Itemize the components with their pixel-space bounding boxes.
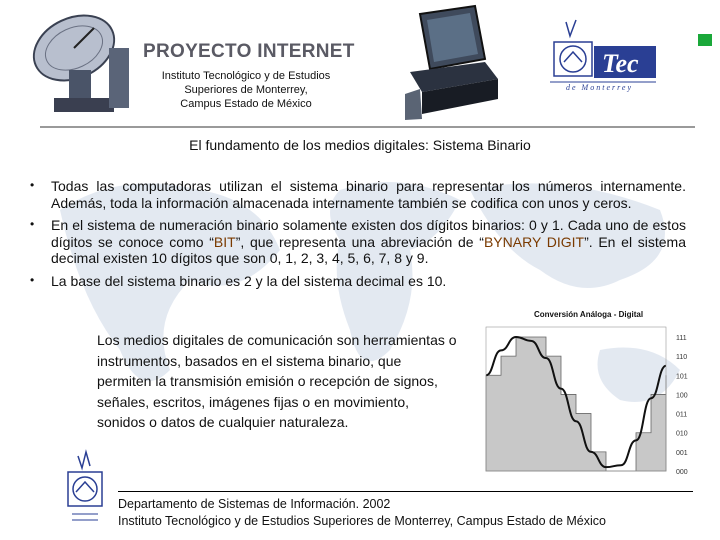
institution-block [146,69,346,111]
chart-plot [486,327,666,471]
bullet-list [30,178,686,295]
footer [118,496,708,530]
institution-line-3: Campus Estado de México [180,98,312,110]
digital-staircase [486,337,666,471]
level-label: 110 [676,354,688,362]
highlight-bit: BIT [213,233,236,250]
analog-digital-chart [476,305,696,485]
logo-text: Tec [602,49,639,78]
header-divider [40,126,695,128]
bullet-dot-icon: • [30,178,35,192]
slide-title: El fundamento de los medios digitales: Sistema Binario [189,137,531,153]
footer-line-1: Departamento de Sistemas de Información. 2002 [118,497,391,511]
institution-line-2: Superiores de Monterrey, [184,84,308,96]
bullet-text: ”. En el sistema decimal existen 10 dígitos que son 0, 1, 2, 3, 4, 5, 6, 7, 8 y 9. [51,233,687,266]
tec-seal [58,448,112,538]
green-marker [698,34,712,46]
footer-line-2: Instituto Tecnológico y de Estudios Superiores de Monterrey, Campus Estado de México [118,514,606,528]
highlight-binary-digit: BYNARY DIGIT [483,233,585,250]
bullet-text: La base del sistema binario es 2 y la del sistema decimal es 10. [51,272,447,289]
footer-divider [118,491,693,492]
chart-level-labels [676,335,688,476]
bullet-text: ”, que representa una abreviación de “ [235,233,484,250]
satellite-dish-image [24,8,136,116]
level-label: 111 [676,335,687,342]
bullet-dot-icon: • [30,217,35,231]
project-title: PROYECTO INTERNET [143,41,355,62]
institution-line-1: Instituto Tecnológico y de Estudios [161,70,331,82]
logo-subtext: de Monterrey [566,83,634,92]
tec-de-monterrey-logo [546,12,658,92]
level-label: 001 [676,449,688,457]
chart-title: Conversión Análoga - Digital [534,310,644,319]
computer-image [400,4,500,122]
body-paragraph: Los medios digitales de comunicación son herramientas o instrumentos, basados en el sistema binario, que permiten la transmisión emisión o recepción de signos, señales, escritos, imágenes fijas o en movimiento, sonidos o datos de cualquier naturaleza. [97,332,457,430]
level-label: 010 [676,430,688,438]
bullet-dot-icon: • [30,272,35,287]
bullet-text: Todas las computadoras utilizan el sistema binario para representar los números internamente. Además, toda la información almacenada internamente también se codifica con unos y ceros. [51,178,686,211]
bullet-item [30,273,686,290]
level-label: 100 [676,392,688,400]
level-label: 011 [676,411,688,419]
bullet-item [30,217,686,267]
bullet-text: En el sistema de numeración binario solamente existen dos dígitos binarios: 0 y 1. Cada uno de estos dígitos se conoce como “ [51,217,686,250]
level-label: 000 [676,469,688,476]
bullet-item [30,178,686,211]
level-label: 101 [676,373,688,381]
